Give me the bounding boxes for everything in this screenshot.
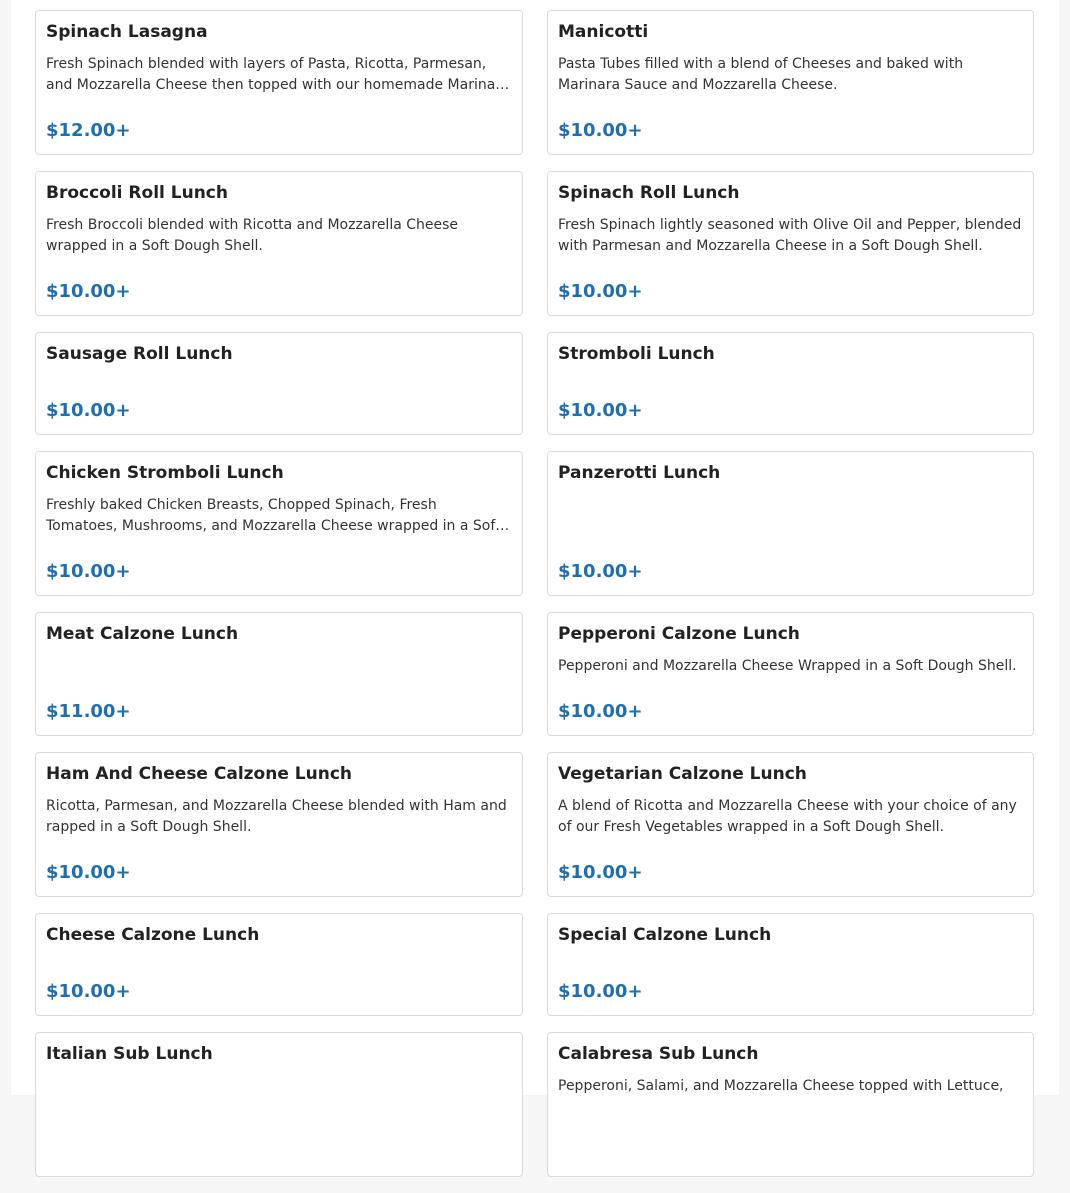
item-name: Panzerotti Lunch [558,463,721,483]
item-name: Meat Calzone Lunch [46,624,239,644]
menu-item-card[interactable] [35,332,523,435]
item-price: $10.00+ [558,120,643,141]
item-price: $10.00+ [46,561,131,582]
menu-item-card[interactable] [547,752,1034,897]
item-name: Italian Sub Lunch [46,1044,213,1064]
menu-item-card[interactable] [547,10,1034,155]
item-name: Sausage Roll Lunch [46,344,233,364]
item-price: $10.00+ [46,400,131,421]
item-price: $10.00+ [558,281,643,302]
item-description: Freshly baked Chicken Breasts, Chopped Spinach, Fresh Tomatoes, Mushrooms, and Mozzarella Cheese wrapped in a Sof… [46,497,510,534]
item-price: $10.00+ [558,862,643,883]
menu-item-card[interactable] [35,171,523,316]
item-price: $11.00+ [46,701,131,722]
item-price: $10.00+ [558,981,643,1002]
menu-item-card[interactable] [547,332,1034,435]
item-price: $10.00+ [558,701,643,722]
item-price: $12.00+ [46,120,131,141]
menu-item-card[interactable] [35,913,523,1016]
item-name: Spinach Roll Lunch [558,183,740,203]
menu-item-card[interactable] [547,171,1034,316]
menu-page [11,0,1059,1095]
item-description: Pasta Tubes filled with a blend of Cheeses and baked with Marinara Sauce and Mozzarella Cheese. [558,56,964,93]
menu-item-card[interactable] [35,752,523,897]
item-description: Ricotta, Parmesan, and Mozzarella Cheese blended with Ham and rapped in a Soft Dough Shell. [46,798,507,835]
menu-grid [35,10,1034,1193]
item-name: Pepperoni Calzone Lunch [558,624,800,644]
item-name: Cheese Calzone Lunch [46,925,260,945]
menu-item-card[interactable] [547,1032,1034,1177]
item-price: $10.00+ [46,281,131,302]
item-name: Spinach Lasagna [46,22,208,42]
item-name: Special Calzone Lunch [558,925,772,945]
item-name: Vegetarian Calzone Lunch [558,764,807,784]
item-name: Calabresa Sub Lunch [558,1044,759,1064]
menu-item-card[interactable] [35,612,523,736]
item-description: A blend of Ricotta and Mozzarella Cheese with your choice of any of our Fresh Vegetables wrapped in a Soft Dough Shell. [558,798,1017,835]
item-description: Fresh Spinach blended with layers of Pasta, Ricotta, Parmesan, and Mozzarella Cheese then topped with our homemade Marina… [46,56,510,93]
item-description: Pepperoni and Mozzarella Cheese Wrapped in a Soft Dough Shell. [558,658,1017,674]
item-name: Chicken Stromboli Lunch [46,463,284,483]
item-description: Pepperoni, Salami, and Mozzarella Cheese topped with Lettuce, [558,1078,1004,1094]
menu-item-card[interactable] [547,451,1034,596]
item-price: $10.00+ [46,862,131,883]
item-price: $10.00+ [558,561,643,582]
menu-item-card[interactable] [547,913,1034,1016]
item-description: Fresh Spinach lightly seasoned with Olive Oil and Pepper, blended with Parmesan and Mozzarella Cheese in a Soft Dough Shell. [558,217,1022,254]
menu-item-card[interactable] [35,1032,523,1177]
menu-item-card[interactable] [35,10,523,155]
menu-item-card[interactable] [35,451,523,596]
menu-item-card[interactable] [547,612,1034,736]
item-name: Stromboli Lunch [558,344,715,364]
item-name: Manicotti [558,22,649,42]
item-price: $10.00+ [558,400,643,421]
item-name: Ham And Cheese Calzone Lunch [46,764,352,784]
item-price: $10.00+ [46,981,131,1002]
item-description: Fresh Broccoli blended with Ricotta and Mozzarella Cheese wrapped in a Soft Dough Shell. [46,217,459,254]
item-name: Broccoli Roll Lunch [46,183,228,203]
